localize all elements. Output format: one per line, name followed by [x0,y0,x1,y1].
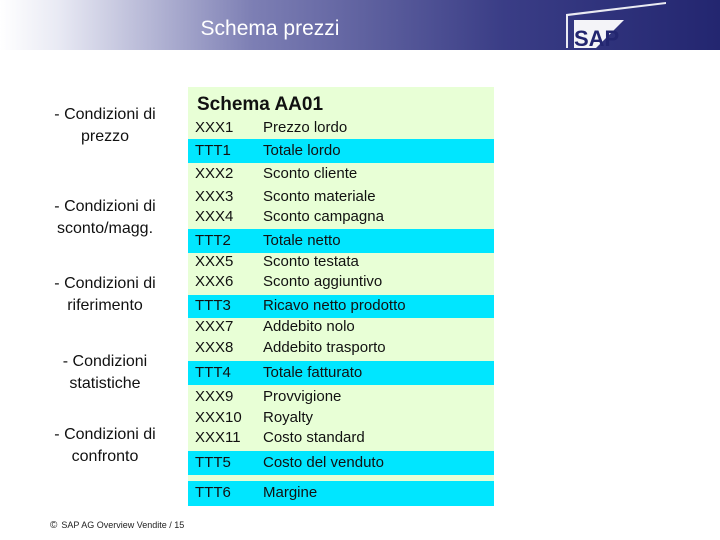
schema-row [0,165,720,185]
row-desc: Prezzo lordo [263,119,348,136]
row-code: XXX11 [195,429,241,446]
row-desc: Totale fatturato [263,364,363,381]
row-code: TTT6 [195,484,231,501]
left-item-statistiche: - Condizioni statistiche [62,353,148,392]
row-desc: Sconto testata [263,253,359,270]
row-code: XXX10 [195,409,242,426]
row-desc: Royalty [263,409,314,426]
row-code: XXX5 [195,253,234,270]
schema-row [0,232,720,252]
row-desc: Ricavo netto prodotto [263,297,406,314]
row-desc: Provvigione [263,388,342,405]
footer-text: SAP AG Overview Vendite / 15 [61,520,185,530]
schema-row [0,119,720,139]
row-desc: Totale lordo [263,142,341,159]
schema-row [0,388,720,408]
row-code: TTT3 [195,297,231,314]
row-desc: Addebito nolo [263,318,355,335]
schema-row [0,188,720,208]
schema-row [0,297,720,317]
row-code: TTT1 [195,142,231,159]
row-code: XXX7 [195,318,234,335]
schema-row [0,484,720,504]
copyright-icon: © [50,520,58,531]
row-code: TTT2 [195,232,231,249]
row-desc: Costo standard [263,429,365,446]
row-desc: Sconto cliente [263,165,358,182]
row-code: TTT5 [195,454,231,471]
header-bar [0,0,720,50]
schema-row [0,429,720,449]
footer [50,520,184,531]
schema-row [0,208,720,228]
schema-row [0,253,720,273]
row-code: XXX3 [195,188,234,205]
row-desc: Sconto aggiuntivo [263,273,383,290]
row-desc: Totale netto [263,232,341,249]
row-code: XXX1 [195,119,234,136]
row-desc: Sconto campagna [263,208,384,225]
schema-row [0,409,720,429]
row-code: XXX8 [195,339,234,356]
left-item-sconto: - Condizioni di sconto/magg. [54,198,156,237]
row-code: TTT4 [195,364,231,381]
row-code: XXX4 [195,208,234,225]
row-code: XXX6 [195,273,234,290]
sap-logo [566,2,666,49]
left-item-prezzo: - Condizioni di prezzo [54,106,156,145]
left-item-confronto: - Condizioni di confronto [54,426,156,465]
row-desc: Margine [263,484,318,501]
sap-logo-text: SAP [574,26,620,49]
schema-row [0,142,720,162]
row-code: XXX2 [195,165,234,182]
schema-row [0,364,720,384]
row-desc: Addebito trasporto [263,339,386,356]
left-item-riferimento: - Condizioni di riferimento [54,275,156,314]
slide-title: Schema prezzi [200,17,340,40]
schema-row [0,339,720,359]
row-desc: Sconto materiale [263,188,376,205]
row-code: XXX9 [195,388,234,405]
schema-row [0,273,720,293]
panel-title: Schema AA01 [197,94,324,115]
schema-row [0,318,720,338]
row-desc: Costo del venduto [263,454,384,471]
schema-row [0,454,720,474]
